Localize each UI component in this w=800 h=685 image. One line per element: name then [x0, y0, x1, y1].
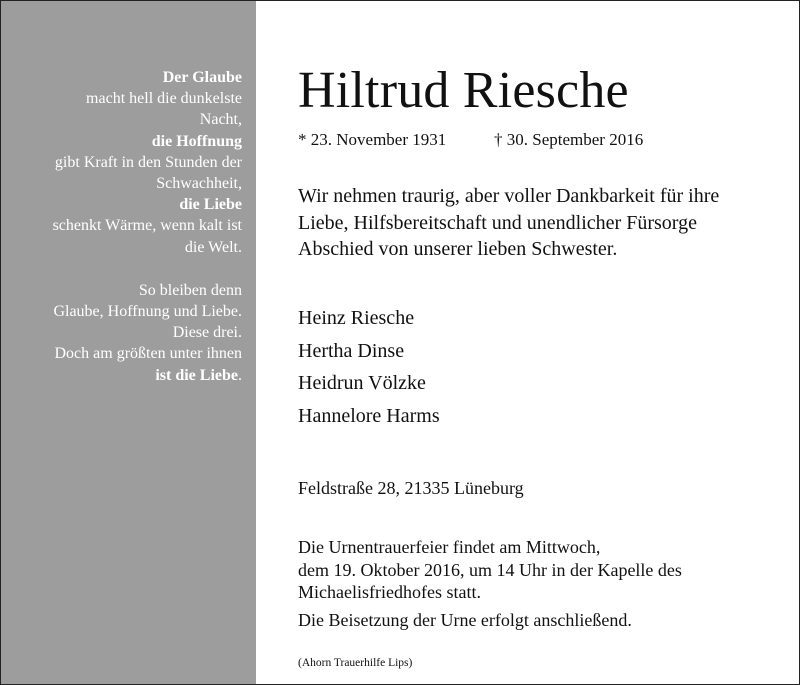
poem-line: Doch am größten unter ihnen — [54, 345, 242, 363]
burial-info: Die Beisetzung der Urne erfolgt anschließend. — [298, 610, 632, 630]
message-line: Liebe, Hilfsbereitschaft und unendlicher Fürsorge — [298, 211, 697, 234]
poem-line: Glaube, Hoffnung und Liebe. — [53, 303, 242, 321]
message-line: Wir nehmen traurig, aber voller Dankbarkeit für ihre — [298, 185, 720, 207]
service-line: Die Urnentrauerfeier findet am Mittwoch, — [298, 537, 601, 557]
mourner-name: Heidrun Völzke — [298, 372, 426, 395]
poem-line: macht hell die dunkelste — [86, 90, 242, 108]
poem — [2, 67, 242, 386]
mourner-name: Heinz Riesche — [298, 307, 415, 329]
message-line: Abschied von unserer lieben Schwester. — [298, 238, 618, 260]
life-dates — [298, 130, 644, 150]
poem-sidebar — [1, 1, 256, 684]
poem-line: Diese drei. — [172, 324, 242, 342]
poem-line: schenkt Wärme, wenn kalt ist — [52, 217, 242, 235]
poem-line: die Welt. — [184, 238, 242, 256]
poem-line-last — [2, 365, 242, 386]
poem-period: . — [238, 366, 242, 384]
poem-line: die Hoffnung — [151, 132, 242, 150]
service-line: dem 19. Oktober 2016, um 14 Uhr in der Kapelle des — [298, 559, 682, 580]
poem-line: So bleiben denn — [138, 281, 242, 299]
funeral-home-credit: (Ahorn Trauerhilfe Lips) — [298, 657, 413, 669]
poem-line: Schwachheit, — [156, 175, 242, 193]
mourners-list — [298, 305, 440, 436]
funeral-service-info — [298, 536, 682, 604]
family-address: Feldstraße 28, 21335 Lüneburg — [298, 478, 524, 498]
birth-date: * 23. November 1931 — [298, 130, 447, 149]
death-date: † 30. September 2016 — [494, 130, 644, 149]
mourner-name: Hertha Dinse — [298, 339, 405, 362]
service-line: Michaelisfriedhofes statt. — [298, 582, 481, 602]
poem-line: Der Glaube — [162, 69, 242, 86]
poem-line: Nacht, — [199, 111, 242, 129]
poem-line: gibt Kraft in den Stunden der — [54, 153, 242, 171]
poem-emphasis: ist die Liebe — [155, 366, 238, 384]
mourning-message — [298, 183, 788, 263]
poem-line: die Liebe — [179, 196, 242, 214]
mourner-name: Hannelore Harms — [298, 405, 440, 428]
deceased-name: Hiltrud Riesche — [298, 62, 629, 119]
stanza-gap — [2, 258, 242, 280]
